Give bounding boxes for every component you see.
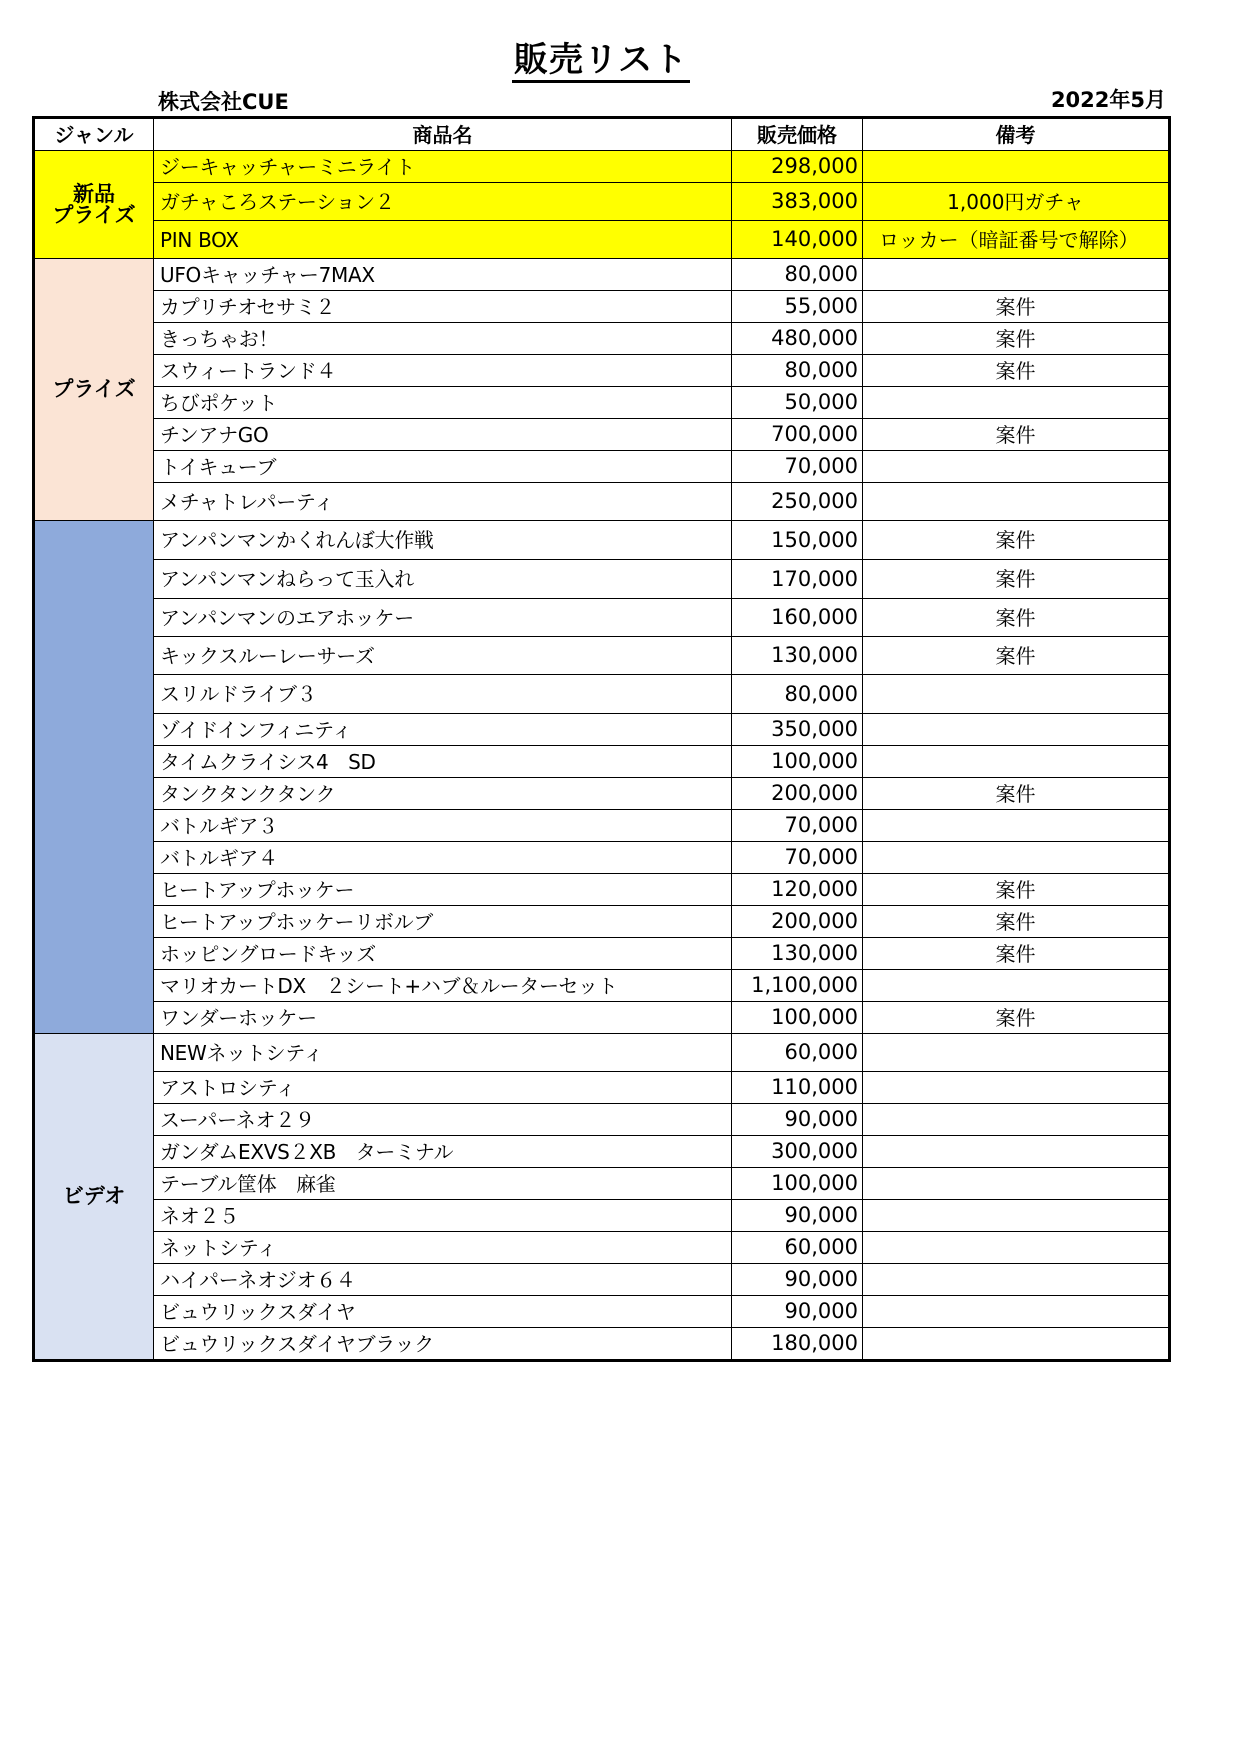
price-cell: 70,000 [732,842,863,874]
table-row [34,778,1170,810]
note-cell [863,842,1170,874]
list-date: 2022年5月 [1050,88,1166,112]
table-row [34,183,1170,221]
genre-cell: 新品 プライズ [34,151,154,259]
note-cell [863,970,1170,1002]
table-row [34,714,1170,746]
note-cell [863,387,1170,419]
product-name-cell: ちびポケット [154,387,732,419]
note-cell [863,1264,1170,1296]
product-name-cell: ワンダーホッケー [154,1002,732,1034]
table-row [34,483,1170,521]
price-cell: 250,000 [732,483,863,521]
product-name-cell: ヒートアップホッケー [154,874,732,906]
note-cell [863,1200,1170,1232]
price-cell: 60,000 [732,1232,863,1264]
price-cell: 140,000 [732,221,863,259]
product-name-cell: ヒートアップホッケーリボルブ [154,906,732,938]
table-row [34,906,1170,938]
company-name: 株式会社CUE [158,90,289,114]
price-cell: 1,100,000 [732,970,863,1002]
genre-cell: プライズ [34,259,154,521]
price-cell: 200,000 [732,778,863,810]
table-row [34,1002,1170,1034]
product-name-cell: アストロシティ [154,1072,732,1104]
product-name-cell: タイムクライシス4 SD [154,746,732,778]
product-name-cell: スリルドライブ３ [154,675,732,714]
product-name-cell: ジーキャッチャーミニライト [154,151,732,183]
price-cell: 130,000 [732,637,863,675]
table-row [34,842,1170,874]
price-cell: 70,000 [732,451,863,483]
genre-cell: ビデオ [34,1034,154,1361]
table-row [34,451,1170,483]
note-cell: 案件 [863,291,1170,323]
column-header-product-name: 商品名 [154,118,732,151]
product-name-cell: タンクタンクタンク [154,778,732,810]
column-header-price: 販売価格 [732,118,863,151]
table-header-row [34,118,1170,151]
product-name-cell: テーブル筐体 麻雀 [154,1168,732,1200]
column-header-notes: 備考 [863,118,1170,151]
price-cell: 80,000 [732,259,863,291]
product-name-cell: UFOキャッチャー7MAX [154,259,732,291]
table-row [34,1264,1170,1296]
table-row [34,1296,1170,1328]
price-cell: 70,000 [732,810,863,842]
table-row [34,810,1170,842]
product-name-cell: ゾイドインフィニティ [154,714,732,746]
table-row [34,599,1170,637]
note-cell [863,1168,1170,1200]
price-cell: 480,000 [732,323,863,355]
note-cell: 案件 [863,599,1170,637]
price-cell: 200,000 [732,906,863,938]
note-cell: 案件 [863,323,1170,355]
price-cell: 90,000 [732,1264,863,1296]
table-row [34,1200,1170,1232]
table-row [34,521,1170,560]
note-cell: 案件 [863,521,1170,560]
note-cell [863,151,1170,183]
table-row [34,419,1170,451]
table-row [34,1104,1170,1136]
price-cell: 180,000 [732,1328,863,1361]
table-row [34,323,1170,355]
price-cell: 80,000 [732,355,863,387]
product-name-cell: アンパンマンねらって玉入れ [154,560,732,599]
product-name-cell: ガンダムEXVS２XB ターミナル [154,1136,732,1168]
price-cell: 160,000 [732,599,863,637]
price-cell: 100,000 [732,1168,863,1200]
note-cell: 案件 [863,874,1170,906]
product-name-cell: アンパンマンかくれんぼ大作戦 [154,521,732,560]
price-cell: 170,000 [732,560,863,599]
note-cell [863,1136,1170,1168]
price-cell: 298,000 [732,151,863,183]
genre-cell [34,521,154,1034]
price-cell: 120,000 [732,874,863,906]
price-cell: 110,000 [732,1072,863,1104]
note-cell [863,1296,1170,1328]
column-header-genre: ジャンル [34,118,154,151]
product-name-cell: キックスルーレーサーズ [154,637,732,675]
note-cell [863,810,1170,842]
product-name-cell: ネットシティ [154,1232,732,1264]
product-name-cell: アンパンマンのエアホッケー [154,599,732,637]
note-cell: 案件 [863,1002,1170,1034]
price-cell: 90,000 [732,1104,863,1136]
table-row [34,938,1170,970]
note-cell: 案件 [863,637,1170,675]
product-name-cell: ガチャころステーション２ [154,183,732,221]
price-cell: 100,000 [732,746,863,778]
sales-list-table [32,116,1171,1362]
product-name-cell: ホッピングロードキッズ [154,938,732,970]
product-name-cell: ハイパーネオジオ６４ [154,1264,732,1296]
note-cell: 1,000円ガチャ [863,183,1170,221]
note-cell [863,714,1170,746]
table-row [34,291,1170,323]
table-row [34,746,1170,778]
table-row [34,259,1170,291]
table-row [34,1168,1170,1200]
note-cell: 案件 [863,906,1170,938]
table-row [34,874,1170,906]
table-row [34,1136,1170,1168]
table-row [34,1072,1170,1104]
table-row [34,675,1170,714]
price-cell: 130,000 [732,938,863,970]
document-title: 販売リスト [0,32,1202,81]
product-name-cell: カプリチオセサミ２ [154,291,732,323]
product-name-cell: PIN BOX [154,221,732,259]
price-cell: 60,000 [732,1034,863,1072]
price-cell: 150,000 [732,521,863,560]
table-row [34,970,1170,1002]
price-cell: 350,000 [732,714,863,746]
price-cell: 700,000 [732,419,863,451]
product-name-cell: メチャトレパーティ [154,483,732,521]
note-cell [863,746,1170,778]
table-row [34,151,1170,183]
note-cell [863,1328,1170,1361]
product-name-cell: ネオ２５ [154,1200,732,1232]
note-cell [863,1232,1170,1264]
table-row [34,1034,1170,1072]
table-row [34,560,1170,599]
product-name-cell: チンアナGO [154,419,732,451]
price-cell: 383,000 [732,183,863,221]
price-cell: 300,000 [732,1136,863,1168]
note-cell [863,451,1170,483]
price-cell: 90,000 [732,1296,863,1328]
product-name-cell: ビュウリックスダイヤ [154,1296,732,1328]
price-cell: 55,000 [732,291,863,323]
table-row [34,221,1170,259]
note-cell [863,259,1170,291]
note-cell [863,1072,1170,1104]
table-body [34,151,1170,1361]
product-name-cell: スーパーネオ２９ [154,1104,732,1136]
product-name-cell: ビュウリックスダイヤブラック [154,1328,732,1361]
product-name-cell: マリオカートDX ２シート+ハブ＆ルーターセット [154,970,732,1002]
price-cell: 90,000 [732,1200,863,1232]
table-row [34,1232,1170,1264]
product-name-cell: バトルギア４ [154,842,732,874]
note-cell: ロッカー（暗証番号で解除） [863,221,1170,259]
note-cell [863,1034,1170,1072]
note-cell: 案件 [863,419,1170,451]
product-name-cell: トイキューブ [154,451,732,483]
product-name-cell: バトルギア３ [154,810,732,842]
note-cell: 案件 [863,938,1170,970]
table-row [34,1328,1170,1361]
product-name-cell: きっちゃお！ [154,323,732,355]
note-cell [863,675,1170,714]
product-name-cell: スウィートランド４ [154,355,732,387]
price-cell: 50,000 [732,387,863,419]
price-cell: 80,000 [732,675,863,714]
table-row [34,355,1170,387]
note-cell [863,1104,1170,1136]
note-cell: 案件 [863,355,1170,387]
table-row [34,637,1170,675]
note-cell: 案件 [863,778,1170,810]
table-row [34,387,1170,419]
product-name-cell: NEWネットシティ [154,1034,732,1072]
note-cell: 案件 [863,560,1170,599]
note-cell [863,483,1170,521]
price-cell: 100,000 [732,1002,863,1034]
